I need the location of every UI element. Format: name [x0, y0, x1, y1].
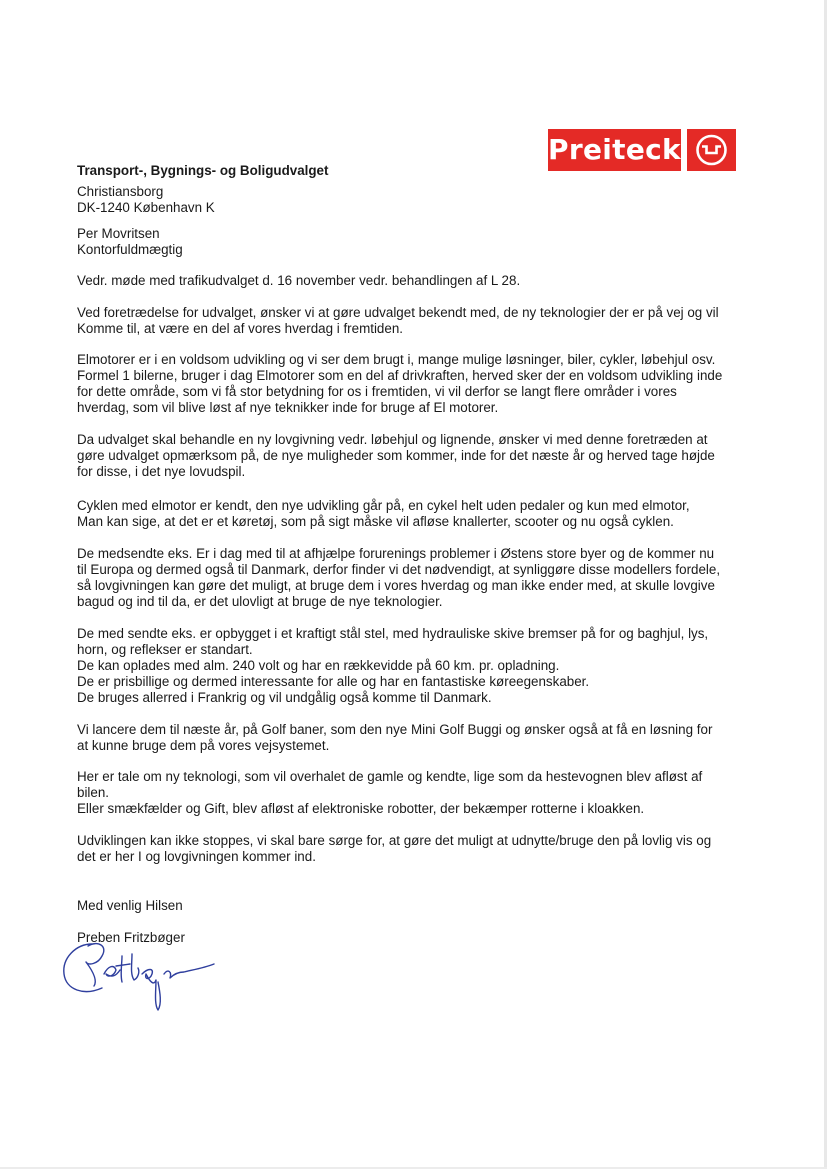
recipient-name: Per Movritsen [77, 226, 160, 241]
handwritten-signature [58, 934, 218, 1016]
paragraph-line: De med sendte eks. er opbygget i et kraftigt stål stel, med hydrauliske skive bremser på for og baghjul, lys, [77, 626, 709, 641]
paragraph-line: Her er tale om ny teknologi, som vil overhalet de gamle og kendte, lige som da hestevognen blev afløst af [77, 769, 703, 784]
signer-name: Preben Fritzbøger [77, 930, 185, 945]
paragraph-line: De kan oplades med alm. 240 volt og har en rækkevidde på 60 km. pr. opladning. [77, 658, 560, 673]
paragraph-line: Ved foretrædelse for udvalget, ønsker vi at gøre udvalget bekendt med, de ny teknologier der er på vej og vil [77, 305, 719, 320]
body-paragraph [77, 546, 720, 610]
recipient-address [77, 184, 215, 216]
preiteck-logo [548, 129, 736, 171]
body-paragraph [77, 352, 722, 416]
paragraph-line: horn, og reflekser er standart. [77, 642, 253, 657]
paragraph-line: det er her I og lovgivningen kommer ind. [77, 849, 316, 864]
paragraph-line: bilen. [77, 785, 110, 800]
paragraph-line: Man kan sige, at det er et køretøj, som på sigt måske vil afløse knallerter, scooter og nu også cyklen. [77, 514, 674, 529]
paragraph-line: Vi lancere dem til næste år, på Golf baner, som den nye Mini Golf Buggi og ønsker også at få en løsning for [77, 722, 713, 737]
paragraph-line: til Europa og dermed også til Danmark, derfor finder vi det nødvendigt, at synliggøre disse modellers fordele, [77, 562, 721, 577]
paragraph-line: Da udvalget skal behandle en ny lovgivning vedr. løbehjul og lignende, ønsker vi med denne foretræden at [77, 432, 708, 447]
paragraph-line: Udviklingen kan ikke stoppes, vi skal bare sørge for, at gøre det muligt at udnytte/bruge den på lovlig vis og [77, 833, 712, 848]
paragraph-line: for disse, i det nye lovudspil. [77, 464, 246, 479]
committee-name [77, 163, 328, 179]
paragraph-line: Cyklen med elmotor er kendt, den nye udvikling går på, en cykel helt uden pedaler og kun med elmotor, [77, 498, 690, 513]
subject-text: Vedr. møde med trafikudvalget d. 16 november vedr. behandlingen af L 28. [77, 273, 521, 288]
subject-line [77, 273, 520, 289]
paragraph-line: at kunne bruge dem på vores vejsystemet. [77, 738, 330, 753]
recipient-title: Kontorfuldmægtig [77, 242, 183, 257]
paragraph-line: De medsendte eks. Er i dag med til at afhjælpe forurenings problemer i Østens store byer og de kommer nu [77, 546, 715, 561]
address-line: DK-1240 København K [77, 200, 215, 215]
paragraph-line: De bruges allerred i Frankrig og vil undgålig også komme til Danmark. [77, 690, 492, 705]
paragraph-line: Eller smækfælder og Gift, blev afløst af elektroniske robotter, der bekæmper rotterne i kloakken. [77, 801, 645, 816]
paragraph-line: for dette område, som vi få stor betydning for os i fremtiden, vi vil derfor se langt flere områder i vores [77, 384, 677, 399]
body-paragraph [77, 305, 719, 337]
closing-salutation: Med venlig Hilsen [77, 898, 183, 913]
recipient-person [77, 226, 183, 258]
body-paragraph [77, 626, 708, 706]
body-paragraph [77, 833, 711, 865]
paragraph-line: gøre udvalget opmærksom på, de nye muligheder som kommer, inde for det næste år og herved tage højde [77, 448, 715, 463]
preiteck-emblem-icon [687, 129, 736, 171]
body-paragraph [77, 498, 690, 530]
address-line: Christiansborg [77, 184, 164, 199]
paragraph-line: så lovgivningen kan gøre det muligt, at bruge dem i vores hverdag og man ikke ender med, at skulle lovgive [77, 578, 715, 593]
logo-wordmark: Preiteck [548, 129, 681, 171]
body-paragraph [77, 432, 715, 480]
paragraph-line: Komme til, at være en del af vores hverdag i fremtiden. [77, 321, 403, 336]
paragraph-line: Formel 1 bilerne, bruger i dag Elmotorer som en del af drivkraften, herved sker der en voldsom udvikling inde [77, 368, 723, 383]
paragraph-line: hverdag, som vil blive løst af nye teknikker inde for bruge af El motorer. [77, 400, 499, 415]
paragraph-line: Elmotorer er i en voldsom udvikling og vi ser dem brugt i, mange mulige løsninger, biler, cykler, løbehjul osv. [77, 352, 716, 367]
paragraph-line: De er prisbillige og dermed interessante for alle og har en fantastiske køreegenskaber. [77, 674, 590, 689]
body-paragraph [77, 722, 712, 754]
body-paragraph [77, 769, 702, 817]
committee-title: Transport-, Bygnings- og Boligudvalget [77, 163, 329, 178]
paragraph-line: bagud og ind til da, er det ulovligt at bruge de nye teknologier. [77, 594, 443, 609]
